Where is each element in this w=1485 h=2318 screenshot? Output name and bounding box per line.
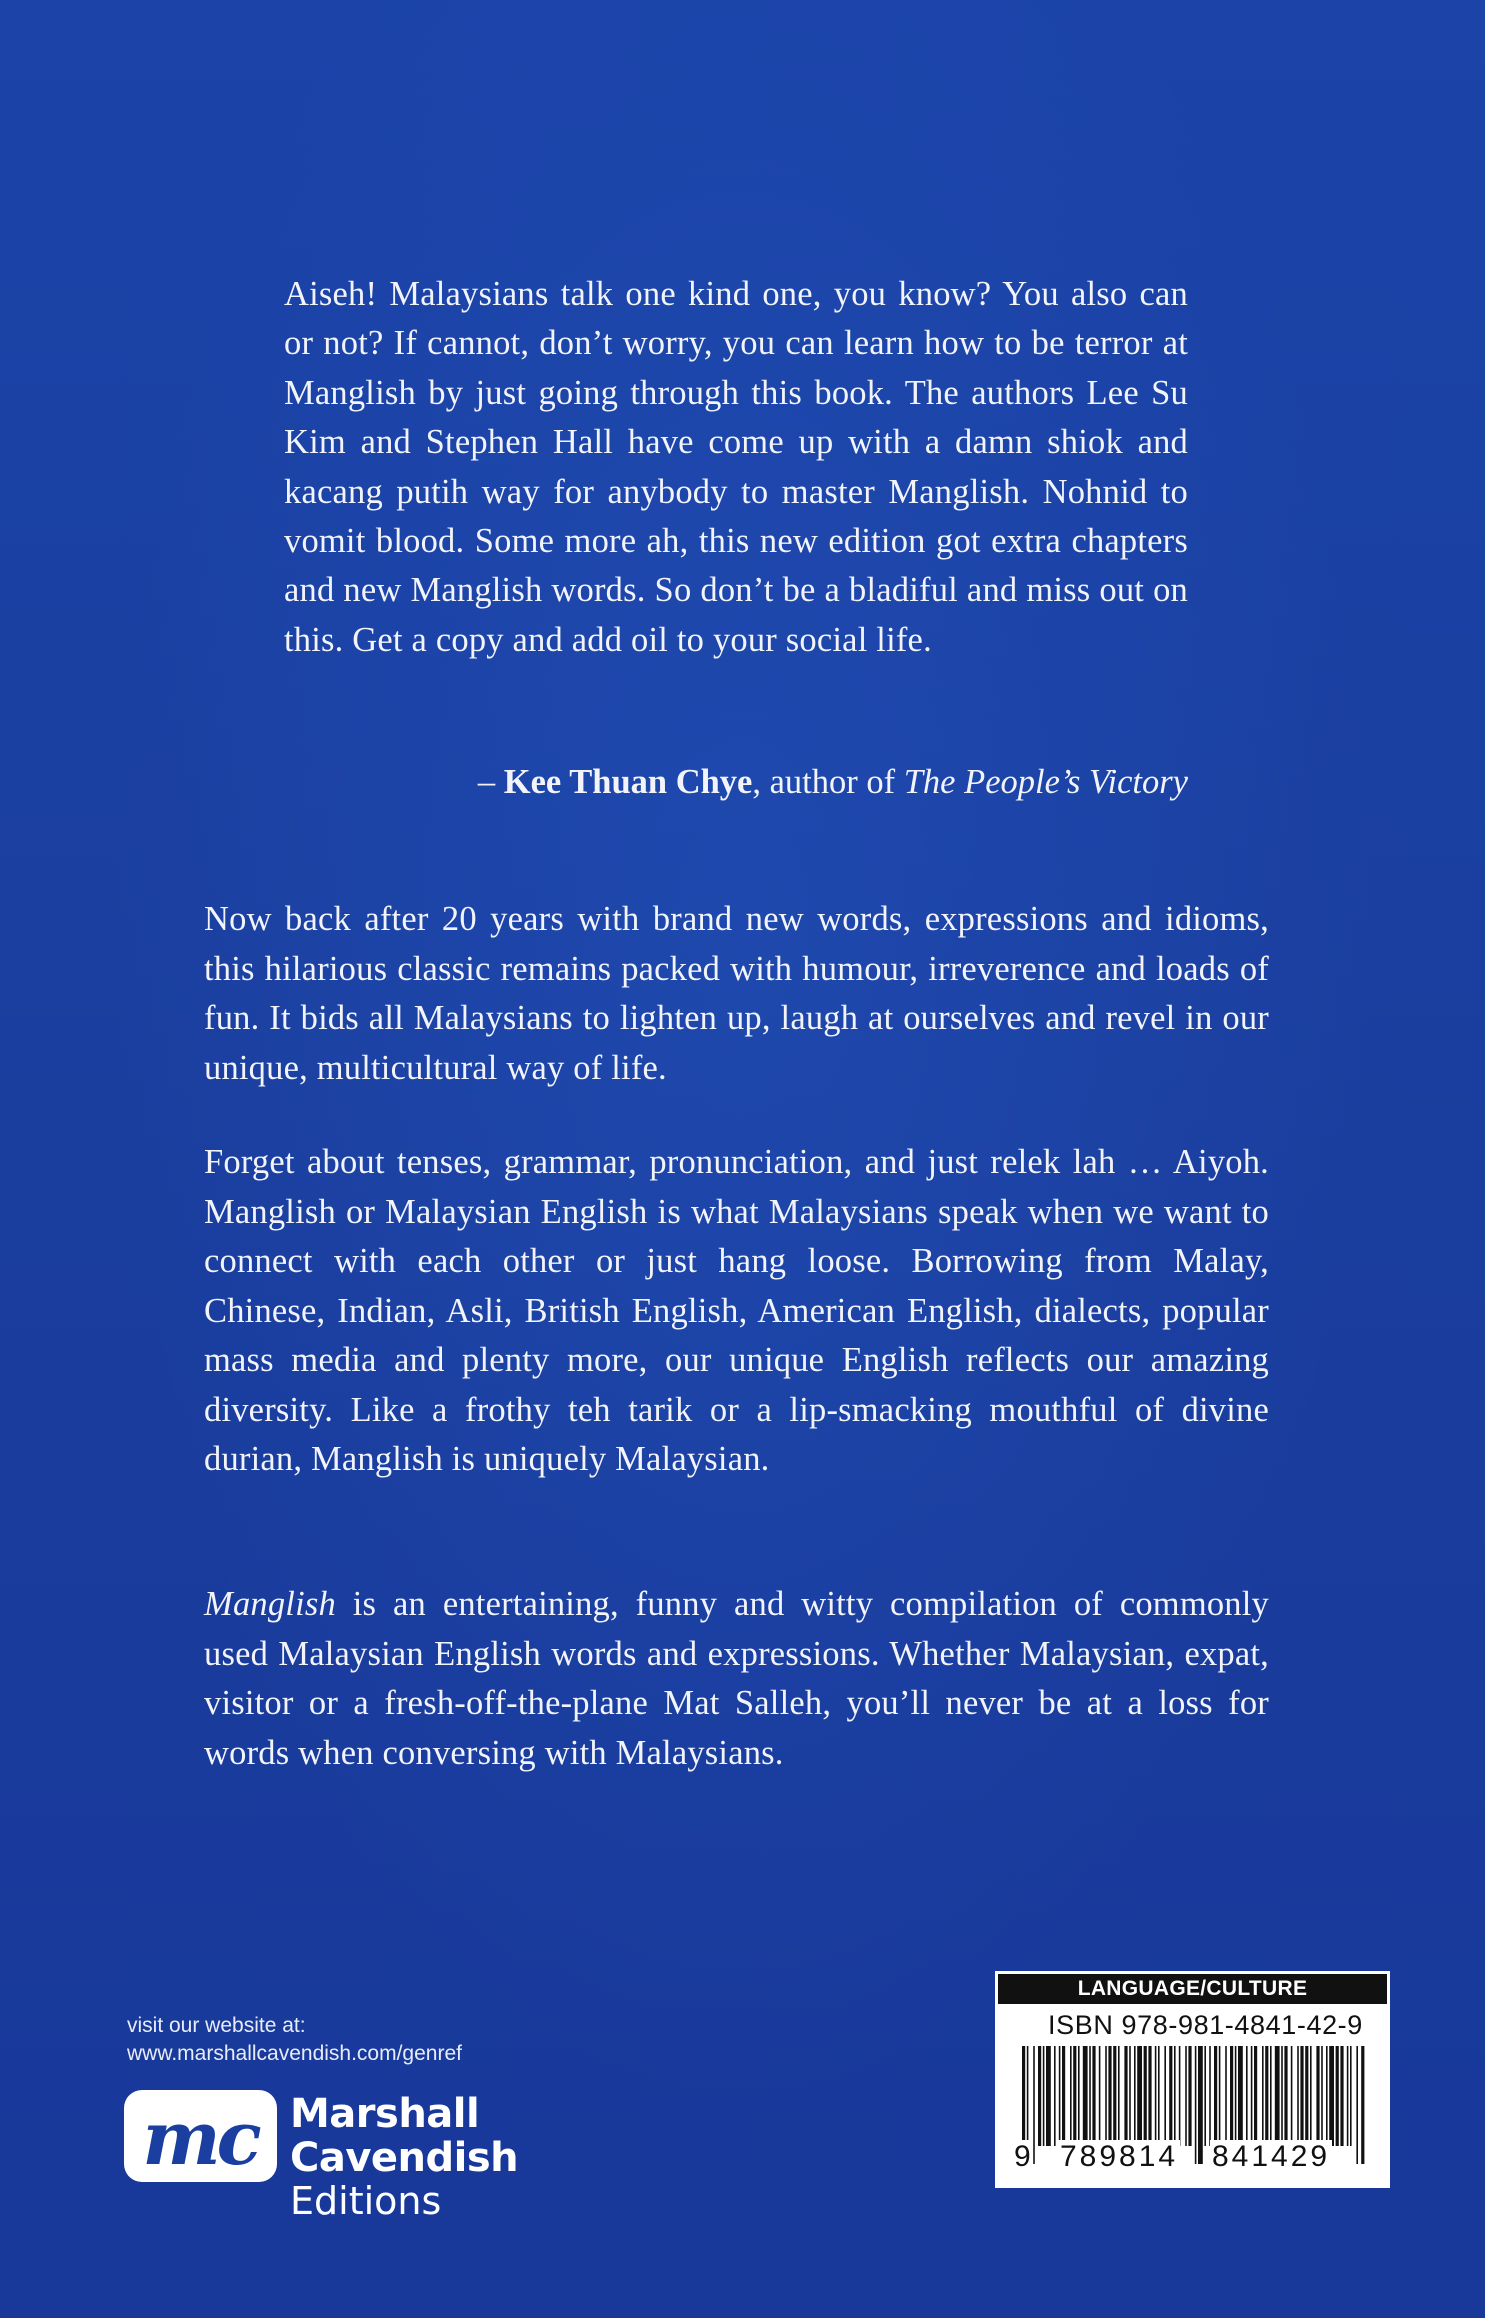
barcode-bar [1046,2046,1051,2146]
barcode-bar [1155,2046,1157,2146]
publisher-imprint: Editions [290,2179,442,2223]
barcode-bar [1336,2046,1339,2146]
publisher-name: Marshall Cavendish [290,2091,519,2181]
publisher-name-block [290,2092,684,2222]
barcode-bar [1043,2046,1045,2146]
barcode-bar [1305,2046,1308,2146]
barcode-bar [1235,2046,1237,2146]
barcode-bar [1144,2046,1147,2146]
blurb-book-title: Manglish [204,1585,336,1623]
barcode-bar [1262,2046,1264,2146]
barcode-bar [1326,2046,1328,2146]
barcode-bar [1246,2046,1248,2146]
publisher-logo [124,2090,684,2223]
barcode-bar [1361,2046,1364,2164]
barcode-bar [1340,2046,1343,2146]
barcode-digit-first: 9 [1014,2140,1031,2173]
barcode-bar [1062,2046,1065,2146]
logo-letters: mc [142,2096,258,2182]
barcode-bar [1113,2046,1116,2146]
barcode-bar [1124,2046,1127,2146]
barcode-bar [1347,2046,1349,2146]
blurb-paragraph-1: Now back after 20 years with brand new words, expressions and idioms, this hilarious classic remains packed with humour, irreverence and loads of fun. It bids all Malaysians to lighten up, laugh at ourselves and revel in our unique, multicultural way of life. [204,900,1269,1087]
barcode-bar [1174,2046,1176,2146]
barcode-bar [1321,2046,1323,2146]
barcode-bar [1134,2046,1136,2146]
attribution-suffix: , author of [752,763,904,801]
barcode-bar [1310,2046,1312,2146]
blurb-paragraph-2: Forget about tenses, grammar, pronunciation, and just relek lah … Aiyoh. Manglish or Malaysian English is what Malaysians speak when we want to connect with each other or just hang loose. Borrowing from Malay, Chinese, Indian, Asli, British English, American English, dialects, popular mass media and plenty more, our unique English reflects our amazing diversity. Like a frothy teh tarik or a lip-smacking mouthful of divine durian, Manglish is uniquely Malaysian. [204,1143,1269,1478]
barcode-bar [1169,2046,1172,2146]
barcode-bar [1118,2046,1120,2146]
mc-logo-icon [124,2090,277,2182]
barcode-bar [1198,2046,1203,2164]
attribution-author: Kee Thuan Chye [503,763,753,801]
barcode-bar [1099,2046,1101,2146]
barcode-bar [1265,2046,1268,2146]
website-url[interactable]: www.marshallcavendish.com/genref [127,2042,462,2065]
barcode-bar [1185,2046,1187,2146]
barcode-bar [1251,2046,1253,2146]
website-label: visit our website at: [127,2014,306,2037]
barcode-category: LANGUAGE/CULTURE [998,1974,1387,2004]
barcode-bar [1316,2046,1319,2146]
barcode-digits-left: 789814 [1060,2140,1179,2173]
barcode-bar [1195,2046,1197,2164]
barcode-bar [1164,2046,1166,2146]
barcode-bar [1070,2046,1072,2146]
barcode-bar [1204,2046,1206,2146]
website-info [127,2012,462,2068]
barcode-bar [1073,2046,1076,2146]
isbn-number: ISBN 978-981-4841-42-9 [1048,2010,1363,2040]
barcode-bar [1059,2046,1061,2146]
barcode-bar [1214,2046,1217,2146]
barcode-bar [1137,2046,1142,2146]
barcode-bar [1300,2046,1303,2146]
barcode-digits-right: 841429 [1212,2140,1331,2173]
barcode-bar [1209,2046,1211,2146]
barcode-bar [1078,2046,1080,2146]
isbn-barcode [995,1971,1390,2188]
blurb-paragraph-3 [204,1580,1269,1778]
barcode-bar [1188,2046,1191,2146]
barcode-bar [1297,2046,1299,2146]
mc-logo-mark [124,2090,277,2182]
attribution-dash: – [477,763,504,801]
barcode-bar [1158,2046,1160,2146]
barcode-bar [1275,2046,1280,2146]
barcode-bar [1038,2046,1041,2146]
quote-attribution [284,758,1188,807]
barcode-bar [1284,2046,1287,2146]
blurb-paragraph-3-text: is an entertaining, funny and witty compilation of commonly used Malaysian English words and expressions. Whether Malaysian, expat, visitor or a fresh-off-the-plane Mat Salleh, you’ll never be at a loss for words when conversing with Malaysians. [204,1585,1269,1772]
barcode-bar [1230,2046,1233,2146]
barcode-bar [1092,2046,1095,2146]
barcode-bar [1219,2046,1221,2146]
barcode-bar [1129,2046,1131,2146]
barcode-bar [1179,2046,1181,2146]
barcode-bar [1033,2046,1035,2164]
barcode-bar [1083,2046,1088,2146]
barcode-bar [1329,2046,1334,2146]
barcode-bar [1054,2046,1056,2146]
barcode-bar [1291,2046,1293,2146]
barcode-bar [1089,2046,1091,2146]
barcode-bar [1108,2046,1111,2146]
barcode-bar [1356,2046,1358,2164]
barcode-bar [1148,2046,1151,2146]
barcode-bar [1105,2046,1107,2146]
barcode-bar [1350,2046,1352,2146]
barcode-bar [1238,2046,1243,2146]
endorsement-quote: Aiseh! Malaysians talk one kind one, you know? You also can or not? If cannot, don’t worry, you can learn how to be terror at Manglish by just going through this book. The authors Lee Su Kim and Stephen Hall have come up with a damn shiok and kacang putih way for anybody to master Manglish. Nohnid to vomit blood. Some more ah, this new edition got extra chapters and new Manglish words. So don’t be a bladiful and miss out on this. Get a copy and add oil to your social life. [284,275,1188,659]
barcode-bar [1270,2046,1272,2146]
barcode-bar [1225,2046,1227,2146]
barcode-bar [1281,2046,1283,2146]
barcode-bar [1254,2046,1257,2146]
attribution-book-title: The People’s Victory [903,763,1188,801]
